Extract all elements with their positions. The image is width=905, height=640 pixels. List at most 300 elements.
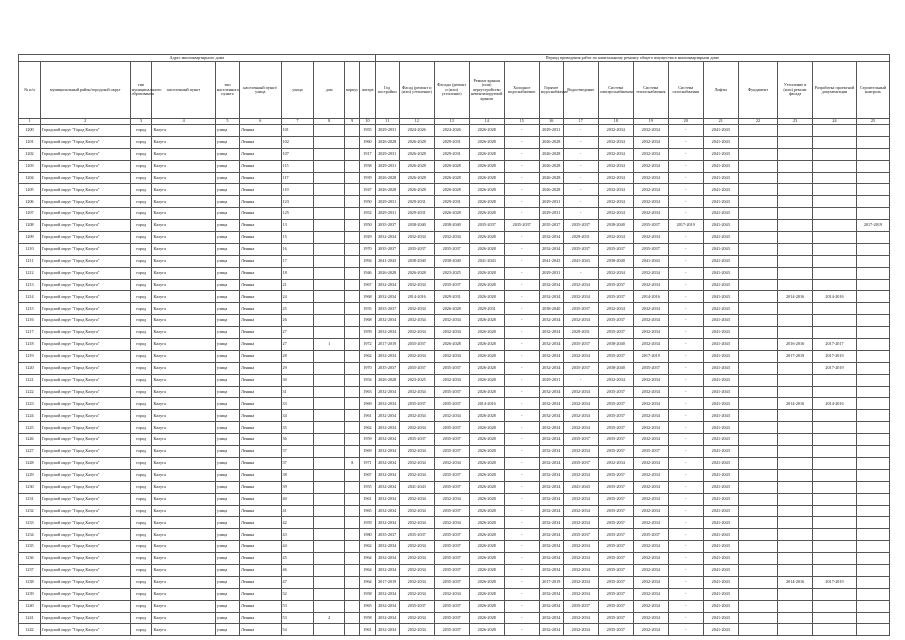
table-cell <box>856 339 889 351</box>
table-cell: 2035-2037 <box>434 541 469 553</box>
table-cell: 2041-2043 <box>703 196 738 208</box>
table-cell: 2014-2016 <box>813 291 857 303</box>
table-cell <box>344 291 359 303</box>
table-cell <box>778 220 813 232</box>
table-cell <box>344 362 359 374</box>
table-cell: - <box>668 422 703 434</box>
table-cell: Калуга <box>152 410 215 422</box>
table-cell: улица <box>215 564 239 576</box>
table-cell: 1222 <box>19 386 41 398</box>
table-cell: 2041-2043 <box>703 148 738 160</box>
table-cell: 2017-2019 <box>778 350 813 362</box>
table-cell <box>813 303 857 315</box>
table-cell: 1961 <box>360 410 375 422</box>
table-cell: - <box>668 410 703 422</box>
table-cell: город <box>130 481 152 493</box>
table-cell: - <box>504 469 539 481</box>
table-cell: Ленина <box>239 232 281 244</box>
table-row <box>19 232 890 244</box>
table-cell: 2014-2016 <box>469 398 504 410</box>
table-cell: 1964 <box>360 576 375 588</box>
column-header: Фасад (ремонт и (или) утепление) <box>399 62 434 119</box>
table-cell: 53 <box>281 600 314 612</box>
table-cell: 1971 <box>360 457 375 469</box>
table-cell: Ленина <box>239 362 281 374</box>
table-cell: 2017-2019 <box>813 362 857 374</box>
table-cell: Ленина <box>239 541 281 553</box>
table-cell: 2026-2028 <box>469 588 504 600</box>
table-cell: 2041-2043 <box>703 564 738 576</box>
table-cell: город <box>130 148 152 160</box>
table-cell: 2026-2028 <box>469 208 504 220</box>
table-cell: 2032-2034 <box>598 374 633 386</box>
table-cell <box>813 136 857 148</box>
table-cell: 1955 <box>360 481 375 493</box>
table-cell: 2032-2034 <box>539 600 563 612</box>
table-cell: 2026-2028 <box>375 136 399 148</box>
table-cell: 2026-2028 <box>469 196 504 208</box>
table-cell: - <box>563 125 598 137</box>
table-cell <box>778 184 813 196</box>
table-cell: 2035-2037 <box>598 469 633 481</box>
table-cell: город <box>130 243 152 255</box>
table-cell: Ленина <box>239 505 281 517</box>
table-cell: Городской округ "Город Калуга" <box>40 422 130 434</box>
table-cell: 2035-2037 <box>434 398 469 410</box>
table-cell: 2035-2037 <box>563 303 598 315</box>
table-cell: 1207 <box>19 208 41 220</box>
table-cell: 2032-2034 <box>399 624 434 636</box>
table-cell: - <box>504 125 539 137</box>
column-header: муниципальный район/городской округ <box>40 62 130 119</box>
table-cell <box>856 553 889 565</box>
table-cell: 2041-2043 <box>703 362 738 374</box>
table-cell: 2032-2034 <box>633 553 668 565</box>
table-cell <box>778 267 813 279</box>
column-header: корпус <box>344 62 359 119</box>
table-cell: 1202 <box>19 148 41 160</box>
table-cell: - <box>668 196 703 208</box>
table-cell <box>778 160 813 172</box>
table-cell: 2032-2034 <box>399 327 434 339</box>
table-cell: 2032-2034 <box>399 457 434 469</box>
table-cell: - <box>668 327 703 339</box>
table-cell: Городской округ "Город Калуга" <box>40 125 130 137</box>
table-cell: 2032-2034 <box>563 624 598 636</box>
table-cell: 2032-2034 <box>539 505 563 517</box>
table-cell: Городской округ "Город Калуга" <box>40 541 130 553</box>
table-cell: 2032-2034 <box>399 446 434 458</box>
table-cell: 2035-2037 <box>434 624 469 636</box>
table-cell: - <box>668 172 703 184</box>
column-header: населенный пункт/улица <box>239 62 281 119</box>
table-cell: улица <box>215 505 239 517</box>
table-cell: 2035-2037 <box>598 564 633 576</box>
table-cell <box>778 208 813 220</box>
table-row <box>19 303 890 315</box>
table-cell <box>314 517 345 529</box>
table-cell: 2041-2043 <box>703 136 738 148</box>
table-cell: - <box>668 243 703 255</box>
table-cell <box>856 624 889 636</box>
table-cell <box>856 362 889 374</box>
column-number: 21 <box>703 119 738 125</box>
table-cell: улица <box>215 600 239 612</box>
table-cell: 2041-2043 <box>703 315 738 327</box>
table-cell: Калуга <box>152 564 215 576</box>
table-cell: город <box>130 576 152 588</box>
table-cell: 2032-2034 <box>375 517 399 529</box>
table-cell: - <box>504 136 539 148</box>
table-cell: 2032-2034 <box>633 434 668 446</box>
table-cell: 2026-2028 <box>375 267 399 279</box>
table-cell: 1959 <box>360 517 375 529</box>
table-cell: 2035-2037 <box>563 243 598 255</box>
table-cell: 34 <box>281 410 314 422</box>
table-cell: 28 <box>281 350 314 362</box>
table-cell <box>778 493 813 505</box>
table-cell <box>314 398 345 410</box>
table-cell: 2032-2034 <box>539 457 563 469</box>
table-cell: 1946 <box>360 267 375 279</box>
table-cell <box>778 386 813 398</box>
table-cell <box>813 588 857 600</box>
table-cell <box>344 541 359 553</box>
table-cell: 2014-2016 <box>778 291 813 303</box>
table-cell <box>856 398 889 410</box>
table-cell: 2032-2034 <box>375 588 399 600</box>
table-cell: 2041-2043 <box>703 172 738 184</box>
table-cell: Калуга <box>152 469 215 481</box>
table-cell <box>778 564 813 576</box>
table-cell: 2032-2034 <box>633 457 668 469</box>
table-cell: 2026-2028 <box>469 564 504 576</box>
table-cell <box>344 172 359 184</box>
table-cell <box>738 327 777 339</box>
table-cell: 2032-2034 <box>633 125 668 137</box>
table-cell: 2032-2034 <box>375 279 399 291</box>
table-cell: Ленина <box>239 374 281 386</box>
table-row <box>19 148 890 160</box>
table-cell: 2035-2037 <box>399 243 434 255</box>
table-cell <box>813 243 857 255</box>
table-cell: - <box>504 529 539 541</box>
table-cell <box>344 588 359 600</box>
table-cell: 2029-2031 <box>375 160 399 172</box>
table-cell: 1237 <box>19 564 41 576</box>
table-cell: 2032-2034 <box>598 457 633 469</box>
table-cell <box>344 422 359 434</box>
column-number: 9 <box>344 119 359 125</box>
table-cell: улица <box>215 362 239 374</box>
table-cell: - <box>668 386 703 398</box>
table-cell: - <box>504 493 539 505</box>
table-cell: 1969 <box>360 446 375 458</box>
table-cell <box>813 196 857 208</box>
table-cell: 2 <box>314 612 345 624</box>
table-cell: 1950 <box>360 196 375 208</box>
table-cell: 2035-2037 <box>598 291 633 303</box>
table-cell <box>344 529 359 541</box>
table-cell: 2035-2037 <box>598 529 633 541</box>
table-cell: Городской округ "Город Калуга" <box>40 220 130 232</box>
table-cell <box>344 136 359 148</box>
table-cell: Ленина <box>239 434 281 446</box>
table-cell: 1208 <box>19 220 41 232</box>
table-cell: Калуга <box>152 446 215 458</box>
table-cell: 1228 <box>19 457 41 469</box>
table-row <box>19 279 890 291</box>
table-cell <box>738 541 777 553</box>
table-cell: Калуга <box>152 291 215 303</box>
table-cell: 31 <box>281 386 314 398</box>
table-cell: 1203 <box>19 160 41 172</box>
table-cell: 2026-2028 <box>469 600 504 612</box>
table-cell: Калуга <box>152 267 215 279</box>
table-cell: 2032-2034 <box>633 374 668 386</box>
table-cell: 1967 <box>360 279 375 291</box>
table-cell: 2035-2037 <box>399 339 434 351</box>
table-cell <box>738 267 777 279</box>
table-cell: - <box>668 398 703 410</box>
table-row <box>19 386 890 398</box>
table-cell: 1961 <box>360 624 375 636</box>
table-cell: 2032-2034 <box>399 493 434 505</box>
table-cell: город <box>130 422 152 434</box>
table-cell <box>344 184 359 196</box>
table-cell <box>778 517 813 529</box>
table-cell <box>778 125 813 137</box>
table-cell <box>813 553 857 565</box>
table-cell: 2032-2034 <box>633 160 668 172</box>
table-cell: 2032-2034 <box>375 232 399 244</box>
table-cell <box>344 553 359 565</box>
table-cell: 2035-2037 <box>375 243 399 255</box>
table-cell: 1229 <box>19 469 41 481</box>
table-cell: 2032-2034 <box>598 125 633 137</box>
column-header: дом <box>314 62 345 119</box>
table-cell: Калуга <box>152 517 215 529</box>
table-cell: Городской округ "Город Калуга" <box>40 600 130 612</box>
table-cell <box>314 529 345 541</box>
table-row <box>19 291 890 303</box>
table-row <box>19 553 890 565</box>
table-cell: улица <box>215 196 239 208</box>
column-header: улица <box>281 62 314 119</box>
table-cell: 2029-2031 <box>434 196 469 208</box>
table-cell: - <box>668 434 703 446</box>
table-cell: Ленина <box>239 208 281 220</box>
table-cell: 1917 <box>360 148 375 160</box>
table-cell: - <box>563 172 598 184</box>
table-cell: 2035-2037 <box>598 386 633 398</box>
table-cell <box>778 196 813 208</box>
table-cell: 2032-2034 <box>598 184 633 196</box>
table-cell: улица <box>215 243 239 255</box>
table-cell: 2041-2043 <box>703 303 738 315</box>
table-cell: 2026-2028 <box>469 434 504 446</box>
table-cell <box>738 339 777 351</box>
table-cell: город <box>130 279 152 291</box>
table-cell <box>344 232 359 244</box>
column-header: Разработка проектной документации <box>813 62 857 119</box>
table-cell <box>314 422 345 434</box>
table-cell: город <box>130 457 152 469</box>
table-cell <box>856 255 889 267</box>
table-row <box>19 481 890 493</box>
table-cell: Ленина <box>239 410 281 422</box>
table-cell <box>778 255 813 267</box>
table-cell: - <box>504 564 539 576</box>
table-cell: 2035-2037 <box>598 398 633 410</box>
table-cell: 36 <box>281 434 314 446</box>
table-cell: 2035-2037 <box>563 457 598 469</box>
table-cell: 1212 <box>19 267 41 279</box>
table-cell: - <box>563 374 598 386</box>
table-cell <box>738 136 777 148</box>
table-cell: - <box>504 457 539 469</box>
table-cell: 2035-2037 <box>598 481 633 493</box>
column-number: 11 <box>375 119 399 125</box>
table-cell: 2032-2034 <box>539 612 563 624</box>
table-cell: 2035-2037 <box>434 243 469 255</box>
table-cell: 2026-2028 <box>399 148 434 160</box>
table-cell: 17 <box>281 255 314 267</box>
table-cell: 2041-2043 <box>703 160 738 172</box>
column-number: 4 <box>152 119 215 125</box>
table-cell: 2029-2031 <box>539 208 563 220</box>
table-cell: 2029-2031 <box>434 148 469 160</box>
table-row <box>19 327 890 339</box>
table-cell: 2032-2034 <box>399 588 434 600</box>
table-cell: 2026-2028 <box>539 136 563 148</box>
table-cell <box>856 529 889 541</box>
table-cell <box>856 493 889 505</box>
table-cell <box>856 505 889 517</box>
table-cell: 2041-2043 <box>399 481 434 493</box>
table-cell: 2032-2034 <box>375 410 399 422</box>
table-cell: 1959 <box>360 327 375 339</box>
column-number: 8 <box>314 119 345 125</box>
table-cell: город <box>130 303 152 315</box>
table-cell: 2032-2034 <box>598 303 633 315</box>
table-cell: - <box>504 350 539 362</box>
table-cell: Ленина <box>239 446 281 458</box>
table-cell: - <box>504 303 539 315</box>
table-cell: Ленина <box>239 457 281 469</box>
table-row <box>19 125 890 137</box>
table-cell: 2035-2037 <box>539 220 563 232</box>
table-cell <box>856 469 889 481</box>
table-cell: 1231 <box>19 493 41 505</box>
table-cell <box>856 184 889 196</box>
table-cell <box>314 362 345 374</box>
table-cell: 2035-2037 <box>633 529 668 541</box>
table-cell: Городской округ "Город Калуга" <box>40 374 130 386</box>
table-cell <box>738 303 777 315</box>
table-cell: 2026-2028 <box>469 125 504 137</box>
table-cell <box>738 481 777 493</box>
table-cell: Калуга <box>152 339 215 351</box>
table-cell: 2032-2034 <box>399 279 434 291</box>
table-row <box>19 339 890 351</box>
table-cell: 2035-2037 <box>598 327 633 339</box>
table-cell: 2032-2034 <box>539 410 563 422</box>
table-cell <box>314 469 345 481</box>
table-cell: - <box>668 315 703 327</box>
table-cell: улица <box>215 136 239 148</box>
table-cell: 2032-2034 <box>633 208 668 220</box>
table-cell: 2026-2028 <box>469 291 504 303</box>
table-cell: 101 <box>281 125 314 137</box>
table-cell: Ленина <box>239 553 281 565</box>
table-cell: 1938 <box>360 160 375 172</box>
table-cell: 2041-2043 <box>703 279 738 291</box>
table-cell: 1994 <box>360 255 375 267</box>
table-cell: - <box>563 196 598 208</box>
table-cell <box>856 410 889 422</box>
table-cell: Городской округ "Город Калуга" <box>40 184 130 196</box>
table-cell: Городской округ "Город Калуга" <box>40 446 130 458</box>
table-cell: 2035-2037 <box>598 505 633 517</box>
table-cell <box>813 374 857 386</box>
table-cell <box>856 291 889 303</box>
table-cell: 39 <box>281 481 314 493</box>
table-cell: Городской округ "Город Калуга" <box>40 196 130 208</box>
table-cell <box>344 576 359 588</box>
table-cell: - <box>668 208 703 220</box>
table-cell: улица <box>215 457 239 469</box>
table-cell: 2032-2034 <box>539 481 563 493</box>
table-row <box>19 208 890 220</box>
table-cell: город <box>130 553 152 565</box>
table-cell <box>738 232 777 244</box>
table-cell: Калуга <box>152 220 215 232</box>
table-cell <box>856 600 889 612</box>
column-number: 14 <box>469 119 504 125</box>
table-cell <box>738 422 777 434</box>
table-row <box>19 457 890 469</box>
table-cell: Городской округ "Город Калуга" <box>40 517 130 529</box>
table-cell: Городской округ "Город Калуга" <box>40 612 130 624</box>
table-cell <box>778 148 813 160</box>
table-cell: город <box>130 362 152 374</box>
column-header: Холодное водоснабжение <box>504 62 539 119</box>
column-header: Водоотведение <box>563 62 598 119</box>
table-cell <box>314 148 345 160</box>
table-cell: 2032-2034 <box>434 350 469 362</box>
table-cell <box>738 291 777 303</box>
table-cell: 1962 <box>360 541 375 553</box>
table-cell: Городской округ "Город Калуга" <box>40 529 130 541</box>
table-cell: 2035-2037 <box>434 529 469 541</box>
column-header: Система теплоснабжения <box>633 62 668 119</box>
table-cell: 2032-2034 <box>539 327 563 339</box>
table-cell: Городской округ "Город Калуга" <box>40 386 130 398</box>
table-cell: 2035-2037 <box>598 446 633 458</box>
table-cell <box>344 624 359 636</box>
table-cell: 45 <box>281 553 314 565</box>
table-cell: Калуга <box>152 457 215 469</box>
table-cell: - <box>504 279 539 291</box>
table-cell: 1216 <box>19 315 41 327</box>
table-cell <box>738 564 777 576</box>
table-cell: 2041-2043 <box>703 457 738 469</box>
table-cell: Калуга <box>152 243 215 255</box>
table-cell: 2032-2034 <box>539 279 563 291</box>
table-cell: 16 <box>281 243 314 255</box>
table-cell: Городской округ "Город Калуга" <box>40 232 130 244</box>
